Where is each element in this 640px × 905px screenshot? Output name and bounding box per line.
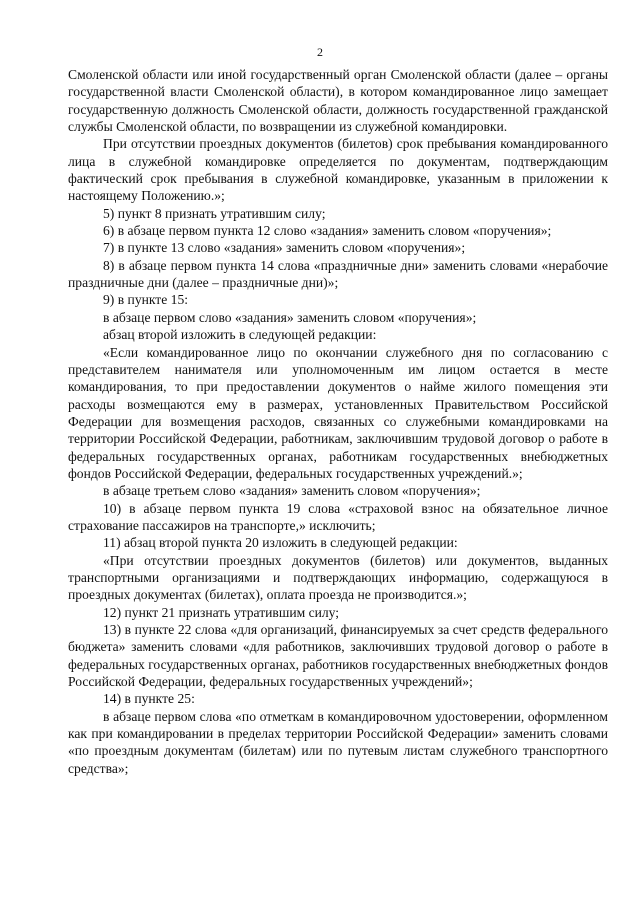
paragraph: «Если командированное лицо по окончании служебного дня по согласованию с представителем нанимателя или уполномоченным им лицом остается в месте командирования, то при предоставлении документов о найме жилого помещения эти расходы возмещаются ему в размерах, установленных Правительством Российской Федерации для возмещения расходов, связанных со служебными командировками на территории Российской Федерации, работникам, заключившим трудовой договор о работе в федеральных государственных органах, работникам государственных внебюджетных фондов Российской Федерации, федеральных государственных учреждений.»;: [68, 344, 608, 481]
page-number: 2: [317, 45, 323, 59]
paragraph: При отсутствии проездных документов (билетов) срок пребывания командированного лица в служебной командировке определяется по документам, подтверждающим фактический срок пребывания в служебной командировке, указанным в приложении к настоящему Положению.»;: [68, 136, 608, 204]
paragraph: Смоленской области или иной государственный орган Смоленской области (далее – органы государственной власти Смоленской области), в котором командированное лицо замещает государственную должность Смоленской области, должность государственной гражданской службы Смоленской области, по возвращении из служебной командировки.: [68, 67, 608, 135]
paragraph: «При отсутствии проездных документов (билетов) или документов, выданных транспортными организациями и подтверждающих информацию, содержащуюся в проездных документах (билетах), оплата проезда не производится.»;: [68, 552, 608, 603]
paragraph: абзац второй изложить в следующей редакции:: [103, 327, 377, 343]
paragraph: 14) в пункте 25:: [103, 691, 195, 707]
paragraph: в абзаце первом слова «по отметкам в командировочном удостоверении, оформленном как при командировании в пределах территории Российской Федерации» заменить словами «по проездным документам (билетам) или по путевым листам служебного транспортного средства»;: [68, 708, 608, 776]
paragraph: 6) в абзаце первом пункта 12 слово «задания» заменить словом «поручения»;: [103, 223, 552, 239]
paragraph: 11) абзац второй пункта 20 изложить в следующей редакции:: [103, 535, 458, 551]
document-body: [68, 66, 608, 777]
paragraph: 10) в абзаце первом пункта 19 слова «страховой взнос на обязательное личное страхование пассажиров на транспорте,» исключить;: [68, 500, 608, 533]
paragraph: 8) в абзаце первом пункта 14 слова «праздничные дни» заменить словами «нерабочие праздничные дни (далее – праздничные дни)»;: [68, 257, 608, 291]
paragraph: 9) в пункте 15:: [103, 292, 189, 308]
paragraph: в абзаце первом слово «задания» заменить словом «поручения»;: [103, 309, 477, 325]
paragraph: 7) в пункте 13 слово «задания» заменить словом «поручения»;: [103, 240, 466, 256]
paragraph: 13) в пункте 22 слова «для организаций, финансируемых за счет средств федерального бюджета» заменить словами «для работников, заключивших трудовой договор о работе в федеральных государственных органах, работников государственных внебюджетных фондов Российской Федерации, федеральных государственных учреждений»;: [68, 622, 608, 690]
paragraph: в абзаце третьем слово «задания» заменить словом «поручения»;: [103, 483, 481, 499]
paragraph: 5) пункт 8 признать утратившим силу;: [103, 205, 326, 221]
paragraph: 12) пункт 21 признать утратившим силу;: [103, 604, 340, 620]
